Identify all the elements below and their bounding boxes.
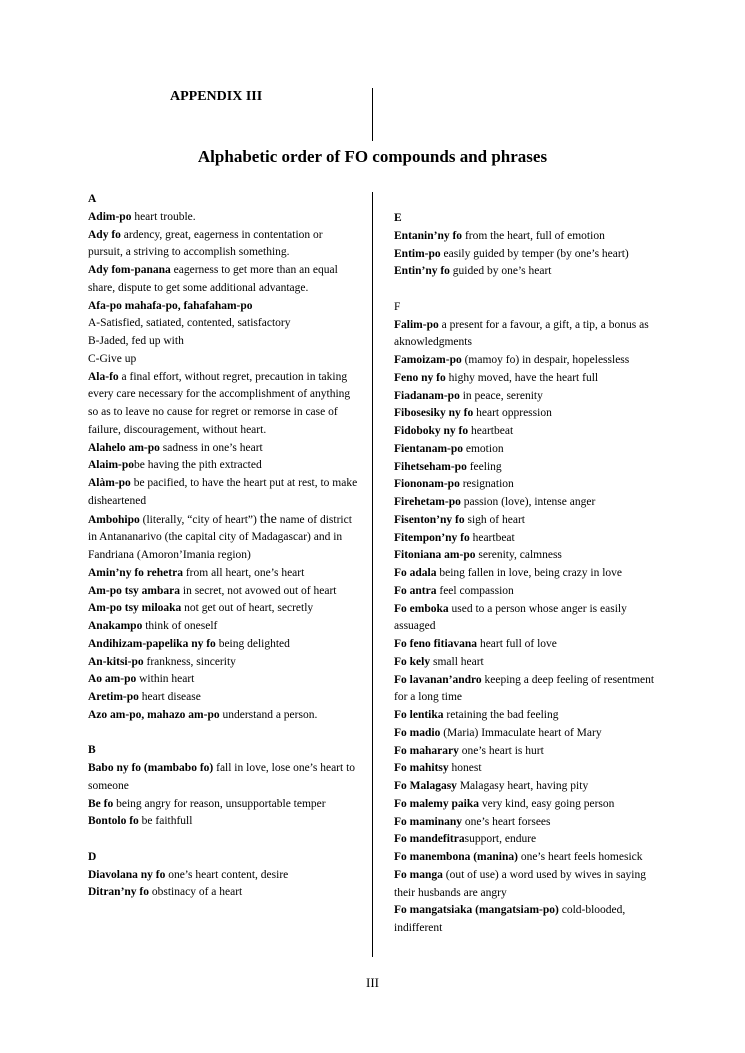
left-column <box>88 191 360 902</box>
entry-definition: (mamoy fo) in despair, hopelessless <box>461 354 630 366</box>
entry-term: Alaim-po <box>88 459 134 472</box>
entry-term: Entim-po <box>394 247 441 260</box>
entry-definition: (literally, “city of heart”) <box>139 513 260 526</box>
glossary-entry <box>88 654 360 672</box>
entry-term: Fo madio <box>394 726 441 739</box>
glossary-entry <box>394 849 662 867</box>
entry-term: Andihizam-papelika ny fo <box>88 637 216 650</box>
entry-definition: A-Satisfied, satiated, contented, satisfactory <box>88 317 291 330</box>
entry-term: Amin’ny fo rehetra <box>88 566 183 579</box>
entry-term: Fidoboky ny fo <box>394 425 469 437</box>
entry-definition: heart oppression <box>473 407 552 420</box>
entry-term: Fo antra <box>394 584 437 597</box>
entry-term: Fo manga <box>394 868 443 881</box>
entry-term: Famoizam-po <box>394 354 462 366</box>
entry-definition: small heart <box>430 655 484 668</box>
entry-definition: heart full of love <box>477 638 557 650</box>
glossary-entry <box>394 476 662 494</box>
glossary-entry <box>88 262 360 298</box>
entry-term: Fo Malagasy <box>394 780 457 792</box>
entry-term: Fo feno fitiavana <box>394 638 478 650</box>
section-letter: A <box>88 193 97 205</box>
entry-term: Ao am-po <box>88 673 137 686</box>
glossary-entry <box>394 672 662 708</box>
glossary-entry <box>88 884 360 902</box>
glossary-entry <box>88 813 360 831</box>
column-divider <box>372 192 373 957</box>
entry-definition: one’s heart content, desire <box>165 868 289 881</box>
entry-definition: guided by one’s heart <box>449 265 552 278</box>
entry-term: Fo lentika <box>394 709 444 721</box>
section-letter: E <box>394 212 402 224</box>
glossary-entry <box>88 565 360 583</box>
glossary-entry <box>88 583 360 601</box>
glossary-entry <box>88 671 360 689</box>
entry-definition: keeping a deep feeling of resentment for a long time <box>394 673 655 704</box>
entry-term: Fo mandefitra <box>394 833 465 846</box>
entry-term: Fitoniana am-po <box>394 549 476 562</box>
entry-definition: in secret, not avowed out of heart <box>180 584 337 597</box>
entry-term: Fo manembona (manina) <box>394 851 518 863</box>
glossary-entry <box>88 760 360 796</box>
entry-definition-part: name of district in Antananarivo (the capital city of Madagascar) and in Fandriana (Amoron’Imania region) <box>88 513 352 561</box>
entry-term: Fientanam-po <box>394 442 463 455</box>
glossary-entry <box>394 601 662 637</box>
entry-definition: heartbeat <box>469 531 515 544</box>
entry-definition: emotion <box>463 442 504 455</box>
entry-definition: frankness, sincerity <box>143 655 236 668</box>
entry-term: Fo mahitsy <box>394 762 449 775</box>
glossary-entry <box>88 796 360 814</box>
entry-definition: cold-blooded, indifferent <box>394 904 626 934</box>
entry-definition: eagerness to get more than an equal share, dispute to get some additional advantage. <box>88 264 338 294</box>
entry-definition: fall in love, lose one’s heart to someone <box>88 762 356 792</box>
entry-definition: used to a person whose anger is easily assuaged <box>394 602 627 633</box>
page-title: Alphabetic order of FO compounds and phrases <box>197 147 548 166</box>
entry-definition: within heart <box>136 673 195 686</box>
entry-definition: honest <box>448 762 482 775</box>
glossary-entry <box>88 315 360 333</box>
appendix-title: APPENDIX III <box>170 89 263 104</box>
entry-definition: think of oneself <box>142 620 218 632</box>
entry-definition: being angry for reason, unsupportable temper <box>113 797 326 810</box>
entry-term: Fitempon’ny fo <box>394 531 470 544</box>
glossary-entry <box>394 263 662 281</box>
glossary-entry <box>394 583 662 601</box>
entry-definition: feel compassion <box>436 584 514 597</box>
right-column <box>394 210 662 938</box>
entry-definition: being delighted <box>215 637 290 650</box>
entry-term: Firehetam-po <box>394 496 461 508</box>
entry-term: Ady fom-panana <box>88 264 171 276</box>
entry-term: Entin’ny fo <box>394 265 450 278</box>
section-letter: B <box>88 744 96 757</box>
glossary-entry <box>394 778 662 796</box>
entry-term: Babo ny fo (mambabo fo) <box>88 762 214 774</box>
glossary-entry <box>394 654 662 672</box>
entry-term: Fo lavanan’andro <box>394 673 482 686</box>
entry-definition: from the heart, full of emotion <box>462 229 605 242</box>
section-gap <box>88 831 360 849</box>
glossary-entry <box>394 441 662 459</box>
glossary-entry <box>394 831 662 849</box>
entry-term: Fo maharary <box>394 744 459 757</box>
entry-term: Fiononam-po <box>394 478 460 491</box>
entry-term: Fo adala <box>394 567 437 579</box>
glossary-entry <box>88 618 360 636</box>
entry-definition: serenity, calmness <box>475 549 562 562</box>
glossary-entry <box>394 565 662 583</box>
entry-definition: be faithfull <box>138 815 193 828</box>
entry-term: Fo emboka <box>394 602 449 615</box>
entry-definition: in peace, serenity <box>459 389 543 402</box>
glossary-entry <box>88 227 360 263</box>
glossary-entry <box>394 352 662 370</box>
entry-definition: feeling <box>466 460 502 473</box>
entry-term: Adim-po <box>88 210 132 223</box>
entry-term: Aretim-po <box>88 691 139 703</box>
entry-term: Fo malemy paika <box>394 797 479 810</box>
entry-term: Alahelo am-po <box>88 441 160 454</box>
glossary-entry <box>394 388 662 406</box>
entry-definition: easily guided by temper (by one’s heart) <box>440 247 629 260</box>
entry-term: Be fo <box>88 797 114 810</box>
entry-term: Entanin’ny fo <box>394 229 463 242</box>
entry-term: An-kitsi-po <box>88 655 144 668</box>
entry-term: Fo maminany <box>394 815 463 828</box>
glossary-entry <box>88 298 360 316</box>
entry-definition: B-Jaded, fed up with <box>88 335 184 347</box>
glossary-entry <box>394 796 662 814</box>
entry-definition: (Maria) Immaculate heart of Mary <box>440 726 602 739</box>
entry-term: Falim-po <box>394 318 439 331</box>
entry-definition: ardency, great, eagerness in contentation or pursuit, a striving to accomplish something. <box>88 228 323 259</box>
entry-definition: highy moved, have the heart full <box>445 371 599 384</box>
entry-definition: sigh of heart <box>464 513 525 526</box>
glossary-entry <box>88 475 360 511</box>
entry-term: Fibosesiky ny fo <box>394 407 474 420</box>
entry-definition: (out of use) a word used by wives in saying their husbands are angry <box>394 868 647 899</box>
glossary-entry <box>394 743 662 761</box>
entry-term: Diavolana ny fo <box>88 868 166 881</box>
glossary-entry <box>88 867 360 885</box>
entry-term: Alàm-po <box>88 477 131 489</box>
entry-term: Ady fo <box>88 228 121 241</box>
entry-definition: not get out of heart, secretly <box>181 602 314 615</box>
entry-definition: C-Give up <box>88 352 137 365</box>
entry-term: Bontolo fo <box>88 815 139 828</box>
glossary-entry <box>394 547 662 565</box>
glossary-entry <box>88 600 360 618</box>
glossary-entry <box>88 440 360 458</box>
glossary-entry <box>394 530 662 548</box>
glossary-entry <box>88 351 360 369</box>
entry-definition: one’s heart feels homesick <box>517 851 643 863</box>
entry-definition: one’s heart forsees <box>462 815 551 828</box>
glossary-entry <box>394 707 662 725</box>
entry-term: Fo mangatsiaka (mangatsiam-po) <box>394 904 559 917</box>
entry-definition: being fallen in love, being crazy in love <box>436 567 623 579</box>
glossary-entry <box>394 370 662 388</box>
entry-term: Ambohipo <box>88 513 140 526</box>
glossary-entry <box>394 405 662 423</box>
entry-definition: be having the pith extracted <box>134 459 262 472</box>
glossary-entry <box>394 814 662 832</box>
entry-term: Ditran’ny fo <box>88 886 150 899</box>
glossary-entry <box>394 228 662 246</box>
entry-definition: heartbeat <box>468 425 514 437</box>
page-number: III <box>366 975 379 990</box>
entry-definition: passion (love), intense anger <box>460 496 596 508</box>
glossary-entry <box>88 333 360 351</box>
glossary-entry <box>394 459 662 477</box>
entry-definition: heart disease <box>138 691 201 703</box>
glossary-entry <box>88 209 360 227</box>
glossary-entry <box>88 636 360 654</box>
entry-definition-part: the <box>259 511 277 527</box>
entry-definition: obstinacy of a heart <box>149 886 243 899</box>
glossary-entry <box>394 867 662 903</box>
entry-definition: a final effort, without regret, precaution in taking every care necessary for the accomplishment of anything so as to leave no cause for regret or remorse in case of failure, discouragement, without heart. <box>88 370 351 436</box>
glossary-entry <box>394 760 662 778</box>
glossary-entry <box>88 457 360 475</box>
glossary-entry <box>88 707 360 725</box>
glossary-entry <box>88 511 360 565</box>
entry-term: Anakampo <box>88 620 143 632</box>
column-divider-top <box>372 88 373 141</box>
entry-definition: heart trouble. <box>131 210 196 223</box>
entry-definition: retaining the bad feeling <box>443 709 559 721</box>
entry-definition: support, endure <box>464 833 537 846</box>
entry-term: Feno ny fo <box>394 371 446 384</box>
section-gap <box>88 725 360 743</box>
glossary-entry <box>394 725 662 743</box>
entry-definition: be pacified, to have the heart put at rest, to make disheartened <box>88 477 358 507</box>
section-gap <box>394 281 662 299</box>
glossary-entry <box>88 689 360 707</box>
glossary-entry <box>88 369 360 440</box>
entry-term: Fiadanam-po <box>394 389 460 402</box>
section-letter: F <box>394 300 401 313</box>
entry-definition: understand a person. <box>219 708 318 721</box>
entry-definition: a present for a favour, a gift, a tip, a bonus as aknowledgments <box>394 318 649 349</box>
glossary-entry <box>394 636 662 654</box>
glossary-entry <box>394 512 662 530</box>
entry-definition: one’s heart is hurt <box>458 744 544 757</box>
section-letter: D <box>88 850 97 863</box>
glossary-entry <box>394 423 662 441</box>
entry-term: Ala-fo <box>88 370 119 383</box>
entry-term: Afa-po mahafa-po, fahafaham-po <box>88 299 253 312</box>
entry-term: Am-po tsy ambara <box>88 584 180 597</box>
entry-term: Azo am-po, mahazo am-po <box>88 708 220 721</box>
entry-definition: resignation <box>459 478 514 491</box>
entry-term: Am-po tsy miloaka <box>88 602 182 615</box>
glossary-entry <box>394 317 662 353</box>
glossary-entry <box>394 902 662 938</box>
entry-definition: Malagasy heart, having pity <box>456 780 589 792</box>
entry-term: Fisenton’ny fo <box>394 513 465 526</box>
glossary-entry <box>394 246 662 264</box>
glossary-entry <box>394 494 662 512</box>
entry-definition: very kind, easy going person <box>478 797 615 810</box>
entry-term: Fo kely <box>394 655 431 668</box>
entry-definition: from all heart, one’s heart <box>182 566 305 579</box>
entry-term: Fihetseham-po <box>394 460 467 473</box>
entry-definition: sadness in one’s heart <box>159 441 263 454</box>
